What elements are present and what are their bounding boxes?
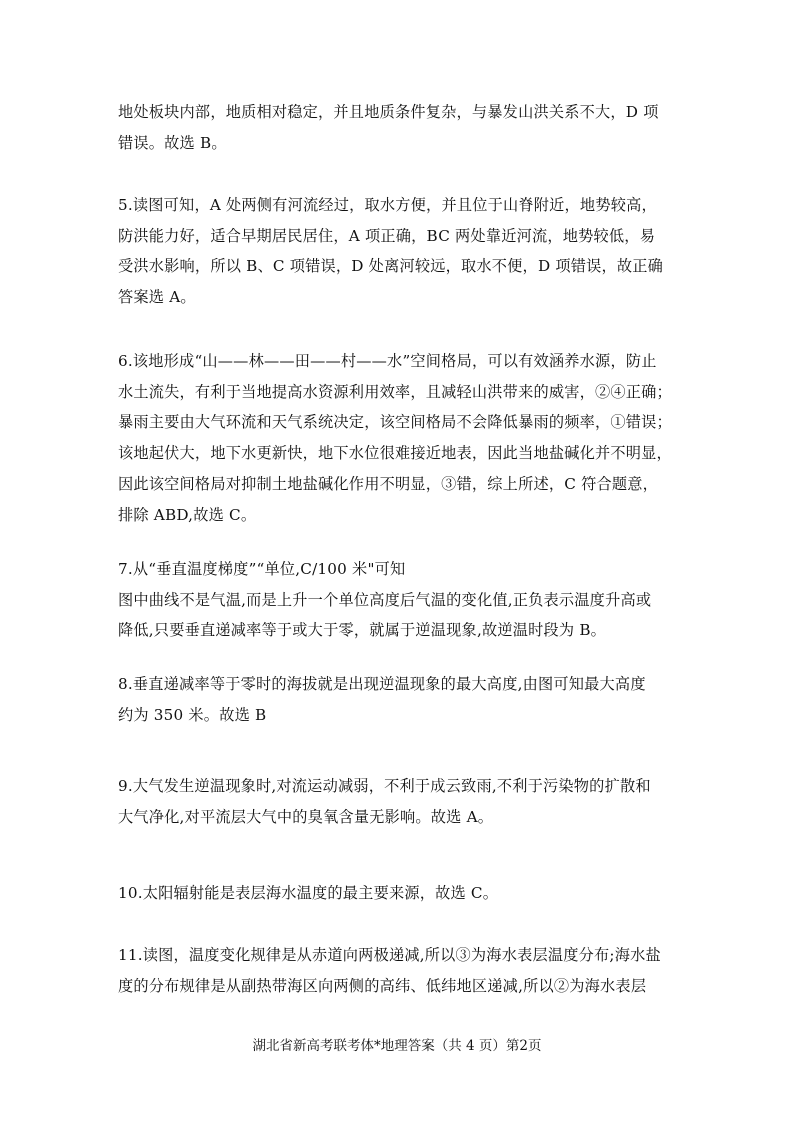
text-line: 暴雨主要由大气环流和天气系统决定，该空间格局不会降低暴雨的频率，①错误； xyxy=(118,413,672,432)
text-line: 6.该地形成“山——林——田——村——水”空间格局，可以有效涵养水源，防止 xyxy=(118,352,657,370)
text-line: 5.读图可知，A 处两侧有河流经过，取水方便，并且位于山脊附近，地势较高， xyxy=(118,196,657,214)
text-line: 答案选 A。 xyxy=(118,288,196,307)
text-line: 地处板块内部，地质相对稳定，并且地质条件复杂，与暴发山洪关系不大，D 项 xyxy=(118,103,659,121)
text-line: 防洪能力好，适合早期居民居住，A 项正确，BC 两处靠近河流，地势较低，易 xyxy=(118,226,656,245)
paragraph-q9 xyxy=(118,771,686,832)
text-line: 错误。故选 B。 xyxy=(118,133,227,152)
text-line: 8.垂直递减率等于零时的海拔就是出现逆温现象的最大高度,由图可知最大高度 xyxy=(118,675,646,693)
text-line: 度的分布规律是从副热带海区向两侧的高纬、低纬地区递减,所以②为海水表层 xyxy=(118,976,647,995)
text-line: 大气净化,对平流层大气中的臭氧含量无影响。故选 A。 xyxy=(118,807,494,826)
text-line: 约为 350 米。故选 B xyxy=(118,705,267,724)
paragraph-q7 xyxy=(118,554,686,646)
text-line: 降低,只要垂直递减率等于或大于零，就属于逆温现象,故逆温时段为 B。 xyxy=(118,621,607,640)
paragraph-q5 xyxy=(118,190,686,313)
text-line: 7.从“垂直温度梯度”“单位,C/100 米"可知 xyxy=(118,560,406,578)
paragraph-q10 xyxy=(118,878,686,909)
paragraph-q8 xyxy=(118,669,686,730)
page-footer: 湖北省新高考联考体*地理答案（共 4 页）第2页 xyxy=(252,1038,542,1054)
text-line: 图中曲线不是气温,而是上升一个单位高度后气温的变化值,正负表示温度升高或 xyxy=(118,590,652,609)
text-line: 11.读图，温度变化规律是从赤道向两极递减,所以③为海水表层温度分布;海水盐 xyxy=(118,946,661,964)
text-line: 9.大气发生逆温现象时,对流运动减弱，不利于成云致雨,不利于污染物的扩散和 xyxy=(118,777,651,795)
text-line: 排除 ABD,故选 C。 xyxy=(118,505,257,524)
text-line: 该地起伏大，地下水更新快，地下水位很难接近地表，因此当地盐碱化并不明显， xyxy=(118,444,672,463)
paragraph-q4-continued xyxy=(118,97,686,158)
text-line: 受洪水影响，所以 B、C 项错误，D 处离河较远，取水不便，D 项错误，故正确 xyxy=(118,257,664,276)
text-line: 水土流失，有利于当地提高水资源利用效率，且减轻山洪带来的威害，②④正确； xyxy=(118,382,672,401)
paragraph-q11 xyxy=(118,940,686,1001)
text-line: 因此该空间格局对抑制土地盐碱化作用不明显，③错，综上所述，C 符合题意， xyxy=(118,474,659,493)
text-line: 10.太阳辐射能是表层海水温度的最主要来源，故选 C。 xyxy=(118,884,499,902)
paragraph-q6 xyxy=(118,346,686,530)
